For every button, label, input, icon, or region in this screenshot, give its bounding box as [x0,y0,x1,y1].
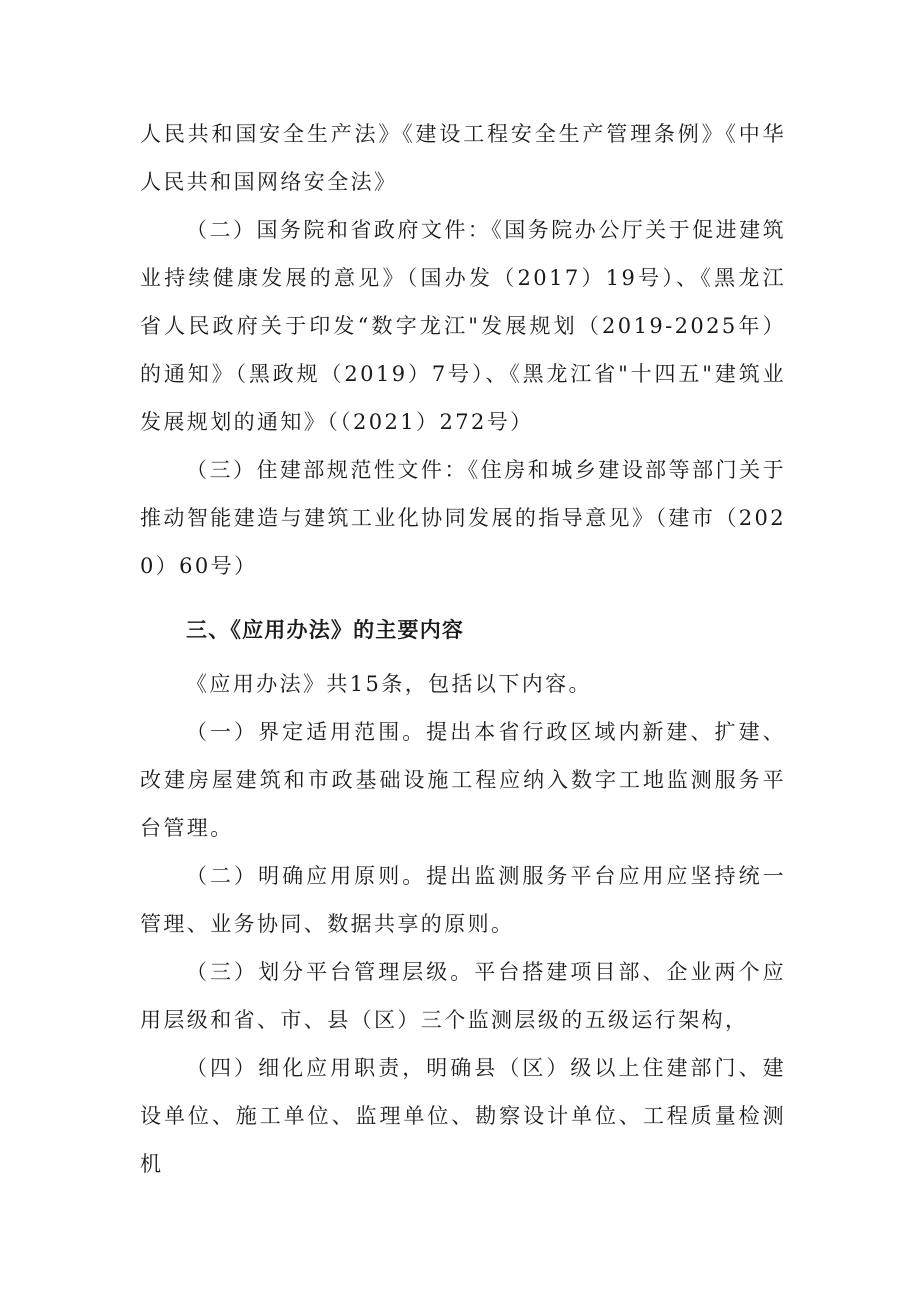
paragraph-law-list-continued: 人民共和国安全生产法》《建设工程安全生产管理条例》《中华人民共和国网络安全法》 [140,122,786,194]
paragraph-responsibilities: （四）细化应用职责，明确县（区）级以上住建部门、建设单位、施工单位、监理单位、勘察设计单位、工程质量检测机 [140,1056,786,1176]
paragraph-ministry-documents: （三）住建部规范性文件：《住房和城乡建设部等部门关于推动智能建造与建筑工业化协同发展的指导意见》（建市（2020）60号） [140,458,786,578]
section-heading-main-content: 三、《应用办法》的主要内容 [186,618,465,642]
paragraph-state-council-documents: （二）国务院和省政府文件：《国务院办公厅关于促进建筑业持续健康发展的意见》（国办发（2017）19号）、《黑龙江省人民政府关于印发“数字龙江"发展规划（2019-2025年）的通知》（黑政规（2019）7号）、《黑龙江省"十四五"建筑业发展规划的通知》（（2021）272号） [140,218,786,434]
paragraph-overview: 《应用办法》共15条，包括以下内容。 [186,672,592,696]
paragraph-scope: （一）界定适用范围。提出本省行政区域内新建、扩建、改建房屋建筑和市政基础设施工程应纳入数字工地监测服务平台管理。 [140,720,786,840]
paragraph-principles: （二）明确应用原则。提出监测服务平台应用应坚持统一管理、业务协同、数据共享的原则。 [140,864,786,936]
paragraph-management-levels: （三）划分平台管理层级。平台搭建项目部、企业两个应用层级和省、市、县（区）三个监测层级的五级运行架构， [140,960,786,1032]
